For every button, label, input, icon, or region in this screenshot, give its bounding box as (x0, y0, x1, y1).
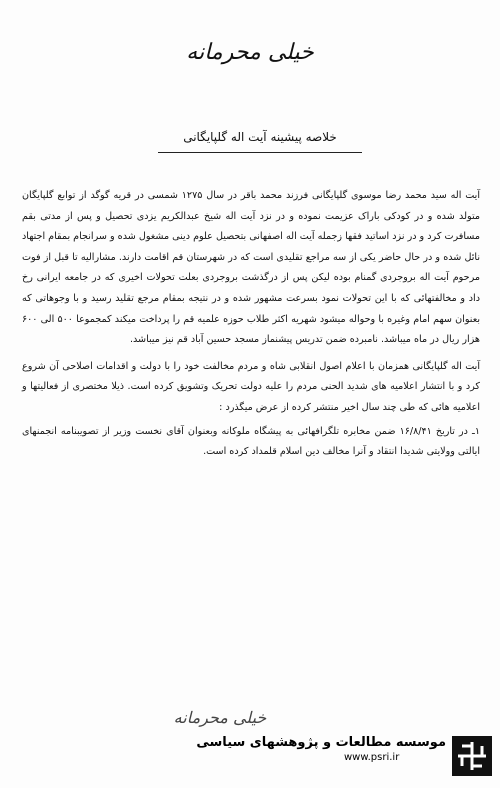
paragraph-biography: آیت اله سید محمد رضا موسوی گلپایگانی فرزند محمد باقر در سال ۱۲۷۵ شمسی در قریه گوگد از توابع گلپایگان متولد شده و در کودکی باراک عزیمت نموده و در نزد آیت اله شیخ عبدالکریم یزدی تحصیل و پس از مدتی بقم مسافرت کرد و در نزد اساتید فقها زجمله آیت اله اصفهانی بتحصیل علوم دینی مشغول شده و سرانجام بمقام اجتهاد نائل شده و در حال حاضر یکی از سه مراجع تقلیدی است که در شهرستان قم اقامت دارند. مشارالیه تا قبل از فوت مرحوم آیت اله بروجردی گمنام بوده لیکن پس از درگذشت بروجردی بعلت تحولات اخیری که در جامعه ایرانی رخ داد و مخالفتهائی که با این تحولات نمود بسرعت مشهور شده و در نتیجه بمقام مرجع تقلید رسید و با وجوهاتی که بعنوان سهم امام وغیره با وحواله میشود شهریه اکثر طلاب حوزه علمیه قم را پرداخت میکند کمجموعا ۵۰۰ الی ۶۰۰ هزار ریال در ماه میباشد. نامبرده ضمن تدریس پیشنماز مسجد حسین آباد قم نیز میباشد. (22, 190, 480, 346)
footer-classification-stamp: خیلی محرمانه (173, 708, 267, 727)
watermark-url: www.psri.ir (344, 752, 400, 763)
document-subtitle: خلاصه پیشینه آیت اله گلپایگانی (183, 130, 337, 144)
classification-heading: خیلی محرمانه (186, 40, 314, 65)
paragraph-opposition: آیت اله گلپایگانی همزمان با اعلام اصول انقلابی شاه و مردم مخالفت خود را با دولت و اقدامات اصلاحی آن شروع کرد و با انتشار اعلامیه های شدید الحنی مردم را علیه دولت تحریک وتشویق کرده است. ذیلا مختصری از فعالیتها و اعلامیه هائی که طی چند سال اخیر منتشر کرده از عرض میگذرد : (22, 360, 480, 413)
document-body (22, 186, 480, 463)
watermark (196, 734, 446, 763)
psri-logo-icon (452, 736, 492, 776)
subtitle-underline (158, 152, 362, 153)
watermark-org-name: موسسه مطالعات و پژوهشهای سیاسی (196, 735, 446, 750)
paragraph-item-1: ۱ـ در تاریخ ۱۶/۸/۴۱ ضمن مخابره تلگرافهائی به پیشگاه ملوکانه وبعنوان آقای نخست وزیر از تصویبنامه انجمنهای ایالتی وولایتی شدیدا انتقاد و آنرا مخالف دین اسلام قلمداد کرده است. (22, 425, 480, 458)
